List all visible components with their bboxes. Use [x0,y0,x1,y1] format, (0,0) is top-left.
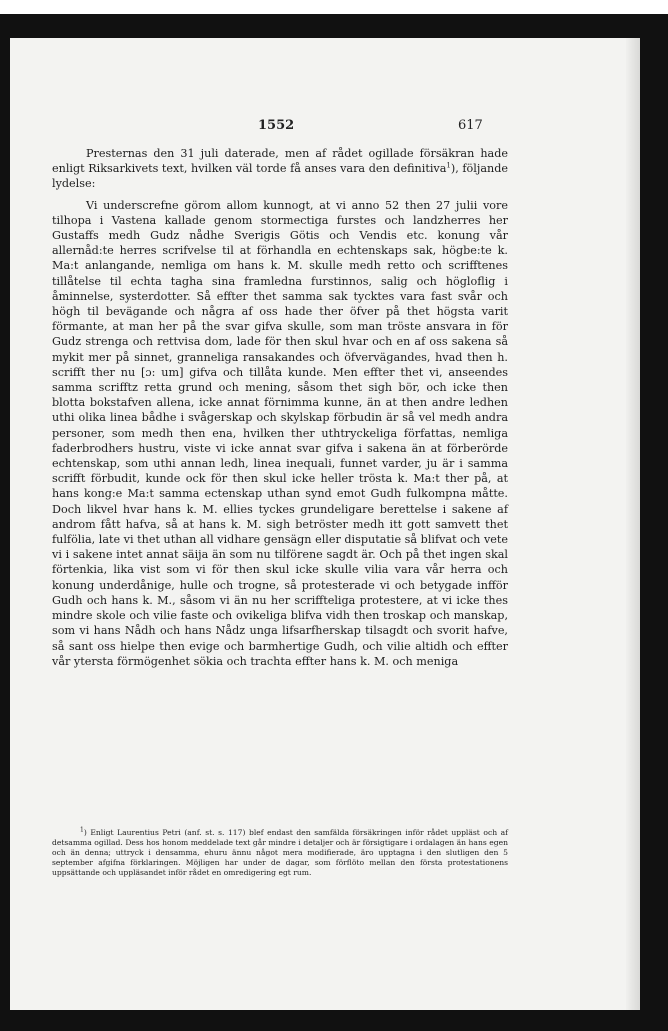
document-paragraph: Vi underscrefne görom allom kunnogt, at vi anno 52 then 27 julii vore tilhopa i Vastena kallade genom stormectiga furstes och landzherres her Gustaffs medh Gudz nådhe Sverigis Götis och Vendis etc. konung vår allernåd:te herres scrifvelse til at förhandla en echtenskaps sak, högbe:te k. Ma:t anlangande, nemliga om hans k. M. skulle medh retto och scrifftenes tillåtelse til echta tagha sina framledna furstinnos, salig och högloflig i åminnelse, systerdotter. Så effter thet samma sak tycktes vara fast svår och högh til bevägande och några af oss hade ther öfver på thet högsta varit förmante, at man her på the svar gifva skulle, som man tröste ansvara in för Gudz strenga och rettvisa dom, lade för then skul hvar och en af oss sakena så mykit mer på sinnet, granneliga ransakandes och öfvervägandes, hvad then h. scrifft ther nu [ɔ: um] gifva och tillåta kunde. Men effter thet vi, anseendes samma scrifftz retta grund och mening, såsom thet sigh bör, och icke then blotta bokstafven allena, icke annat förnimma kunne, än at then andre ledhen uthi olika linea bådhe i svågerskap och skylskap förbudin är så vel medh andra personer, som medh then ena, hvilken ther uthtryckeliga författas, nemliga faderbrodhers hustru, viste vi icke annat svar gifva i sakena än at förberörde echtenskap, som uthi annan ledh, linea inequali, funnet varder, ju är i samma scrifft förbudit, kunde ock för then skul icke heller trösta k. Ma:t ther på, at hans kong:e Ma:t samma ectenskap uthan synd emot Gudh fulkompna måtte. Doch likvel hvar hans k. M. ellies tyckes grundeligare berettelse i sakene af androm fått hafva, så at hans k. M. sigh betröster medh itt gott samvett thet fulfölia, late vi thet uthan all vidhare gensägn eller disputatie så blifvat och vete vi i sakene intet annat säija än som nu tilförene sagdt är. Och på thet ingen skal förtenkia, lika vist som vi för then skul icke skulle vilia vara vår herra och konung underdånige, hulle och trogne, så protesterade vi och betygade infför Gudh och hans k. M., såsom vi än nu her scriffteliga protestere, at vi icke thes mindre skole och vilie faste och ovikeliga blifva vidh then troskap och manskap, som vi hans Nådh och hans Nådz unga lifsarfherskap tilsagdt och svorit hafve, så sant oss hielpe then evige och barmhertige Gudh, och vilie altidh och effter vår ytersta förmögenhet sökia och trachta effter hans k. M. och meniga [52,198,508,668]
page-scan-frame [0,14,668,1031]
book-page [10,38,640,1010]
footnote-marker: 1 [80,826,84,834]
page-number: 617 [458,118,483,133]
footnote-text: ) Enligt Laurentius Petri (anf. st. s. 117) blef endast den samfälda försäkringen inför rådet uppläst och af detsamma ogillad. Dess hos honom meddelade text går mindre i detaljer och är försigtigare i ordalagen än hans egen och än denna; uttryck i densamma, ehuru ännu något mera modifierade, äro upptagna i den slutligen den 5 september afgifna förklaringen. Möjligen har under de dagar, som förflöto mellan den första protestationens uppsättande och uppläsandet inför rådet en omredigering egt rum. [52,828,508,877]
footnote-reference: 1 [446,161,451,170]
header-year: 1552 [258,118,295,133]
footnotes [52,828,508,878]
main-text [52,146,508,669]
intro-text: Presternas den 31 juli daterade, men af rådet ogillade försäkran hade enligt Riksarkivets text, hvilken väl torde få anses vara den definitiva [52,147,508,176]
intro-text-end: ), följande lydelse: [52,162,508,191]
page-header [10,118,640,136]
page-fold-shadow [626,38,640,1010]
footnote [52,828,508,878]
intro-paragraph [52,146,508,192]
